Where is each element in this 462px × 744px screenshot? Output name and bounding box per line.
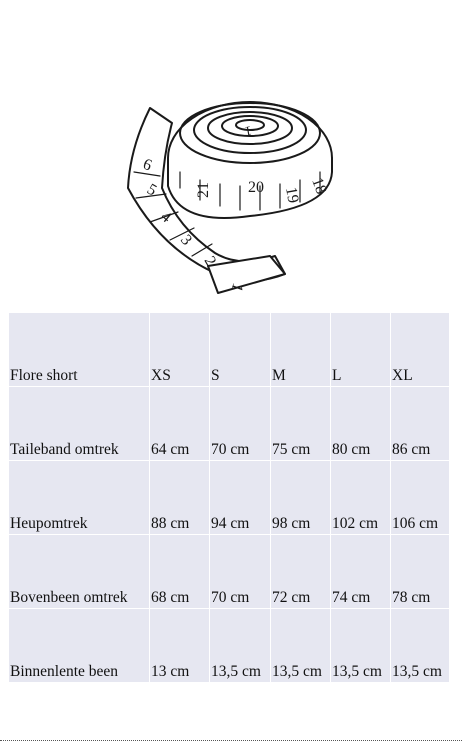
tape-number: 18 [308, 175, 330, 197]
table-cell: 98 cm [271, 461, 330, 535]
row-label: Bovenbeen omtrek [9, 535, 149, 609]
table-row [9, 609, 449, 683]
table-cell: 88 cm [150, 461, 209, 535]
table-cell: 70 cm [210, 535, 270, 609]
row-label: Taileband omtrek [9, 387, 149, 461]
page-divider [0, 740, 462, 741]
table-row [9, 387, 449, 461]
header-cell: XS [150, 313, 209, 387]
tape-number: 5 [144, 180, 160, 200]
tape-number: 3 [176, 231, 196, 249]
measuring-tape-icon [120, 88, 345, 303]
table-row [9, 535, 449, 609]
table-cell: 13,5 cm [391, 609, 449, 683]
table-cell: 72 cm [271, 535, 330, 609]
table-cell: 80 cm [331, 387, 390, 461]
tape-number: 21 [195, 182, 212, 198]
table-header-row [9, 313, 449, 387]
table-cell: 13 cm [150, 609, 209, 683]
tape-number: 2 [200, 253, 220, 269]
table-cell: 13,5 cm [271, 609, 330, 683]
table-cell: 68 cm [150, 535, 209, 609]
table-cell: 106 cm [391, 461, 449, 535]
table-cell: 94 cm [210, 461, 270, 535]
table-cell: 13,5 cm [210, 609, 270, 683]
table-row [9, 461, 449, 535]
header-cell: L [331, 313, 390, 387]
table-cell: 70 cm [210, 387, 270, 461]
table-cell: 78 cm [391, 535, 449, 609]
header-cell: Flore short [9, 313, 149, 387]
header-cell: M [271, 313, 330, 387]
table-cell: 13,5 cm [331, 609, 390, 683]
table-cell: 75 cm [271, 387, 330, 461]
size-table [8, 313, 450, 683]
table-cell: 64 cm [150, 387, 209, 461]
table-cell: 86 cm [391, 387, 449, 461]
table-cell: 102 cm [331, 461, 390, 535]
row-label: Binnenlente been [9, 609, 149, 683]
tape-number: 1 [227, 280, 247, 294]
header-cell: S [210, 313, 270, 387]
tape-number: 20 [248, 179, 264, 196]
tape-number: 1 [243, 122, 253, 139]
table-cell: 74 cm [331, 535, 390, 609]
tape-number: 19 [282, 185, 302, 205]
tape-number: 6 [140, 155, 154, 175]
row-label: Heupomtrek [9, 461, 149, 535]
header-cell: XL [391, 313, 449, 387]
tape-number: 4 [157, 208, 175, 227]
